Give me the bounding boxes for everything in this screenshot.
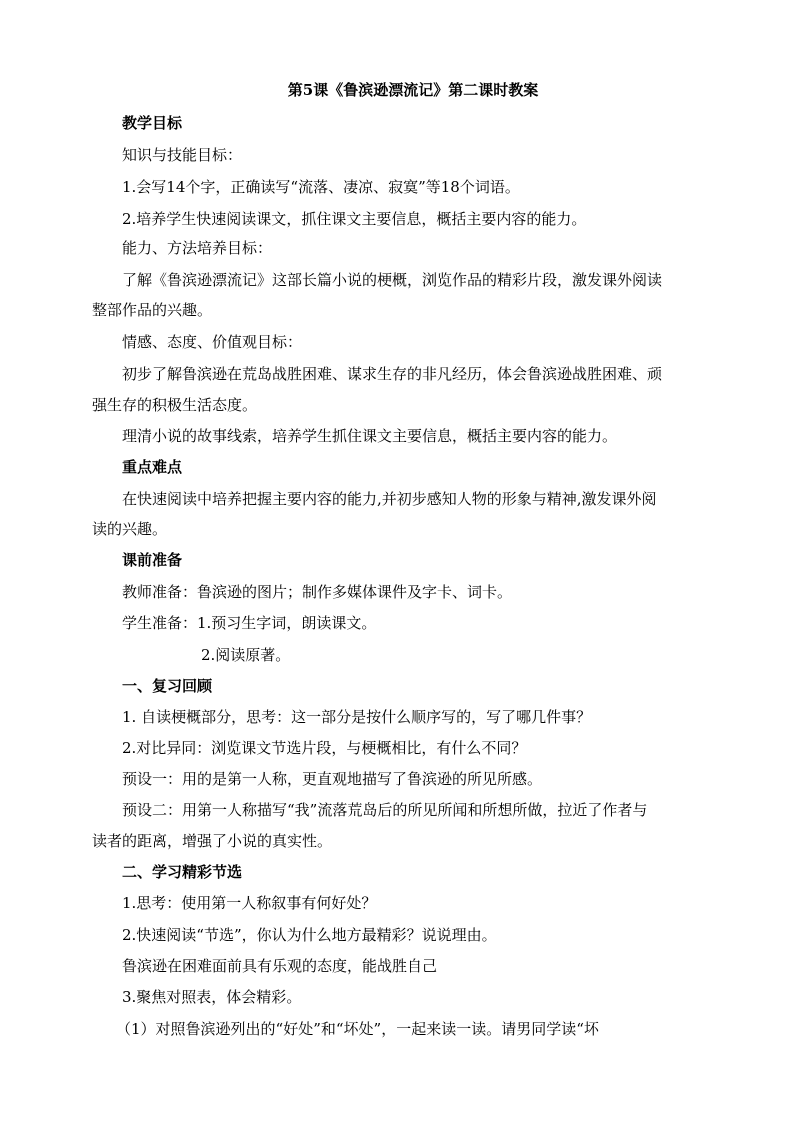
paragraph-line: 理清小说的故事线索，培养学生抓住课文主要信息，概括主要内容的能力。 (122, 427, 618, 445)
paragraph-line: 强生存的积极生活态度。 (92, 396, 258, 414)
paragraph-line: 2.对比异同：浏览课文节选片段，与梗概相比，有什么不同？ (122, 739, 527, 757)
paragraph-line: 2.阅读原著。 (201, 646, 291, 664)
paragraph-line: 能力、方法培养目标： (122, 239, 273, 257)
paragraph-line: 预设二：用第一人称描写“我”流落荒岛后的所见所闻和所想所做，拉近了作者与 (122, 801, 648, 819)
document-title: 第5课《鲁滨逊漂流记》第二课时教案 (287, 81, 539, 99)
paragraph-line: 知识与技能目标： (122, 146, 243, 164)
paragraph-line: 预设一：用的是第一人称，更直观地描写了鲁滨逊的所见所感。 (122, 770, 543, 788)
paragraph-line: 情感、态度、价值观目标： (122, 333, 303, 351)
paragraph-line: 1.思考：使用第一人称叙事有何好处？ (122, 894, 377, 912)
paragraph-line: 读的兴趣。 (92, 520, 168, 538)
paragraph-line: 1. 自读梗概部分，思考：这一部分是按什么顺序写的，写了哪几件事？ (122, 708, 592, 726)
paragraph-line: 初步了解鲁滨逊在荒岛战胜困难、谋求生存的非凡经历，体会鲁滨逊战胜困难、顽 (122, 365, 663, 383)
paragraph-line: 教师准备：鲁滨逊的图片；制作多媒体课件及字卡、词卡。 (122, 583, 513, 601)
heading-study-excerpt: 二、学习精彩节选 (122, 863, 243, 881)
paragraph-line: 在快速阅读中培养把握主要内容的能力,并初步感知人物的形象与精神,激发课外阅 (122, 490, 657, 508)
paragraph-line: 2.快速阅读“节选”，你认为什么地方最精彩？说说理由。 (122, 926, 497, 944)
paragraph-line: 学生准备：1.预习生字词，朗读课文。 (122, 614, 377, 632)
heading-teaching-goals: 教学目标 (122, 114, 183, 132)
paragraph-line: 3.聚焦对照表，体会精彩。 (122, 988, 302, 1006)
paragraph-line: 读者的距离，增强了小说的真实性。 (92, 832, 333, 850)
heading-preparation: 课前准备 (122, 551, 183, 569)
paragraph-line: （1）对照鲁滨逊列出的“好处”和“坏处”，一起来读一读。请男同学读“坏 (116, 1020, 599, 1038)
paragraph-line: 2.培养学生快速阅读课文，抓住课文主要信息，概括主要内容的能力。 (122, 210, 587, 228)
paragraph-line: 鲁滨逊在困难面前具有乐观的态度，能战胜自己 (122, 957, 438, 975)
paragraph-line: 1.会写14个字，正确读写“流落、凄凉、寂寞”等18个词语。 (122, 178, 520, 196)
heading-key-points: 重点难点 (122, 458, 183, 476)
heading-review: 一、复习回顾 (122, 677, 213, 695)
paragraph-line: 整部作品的兴趣。 (92, 301, 213, 319)
paragraph-line: 了解《鲁滨逊漂流记》这部长篇小说的梗概，浏览作品的精彩片段，激发课外阅读 (122, 271, 663, 289)
